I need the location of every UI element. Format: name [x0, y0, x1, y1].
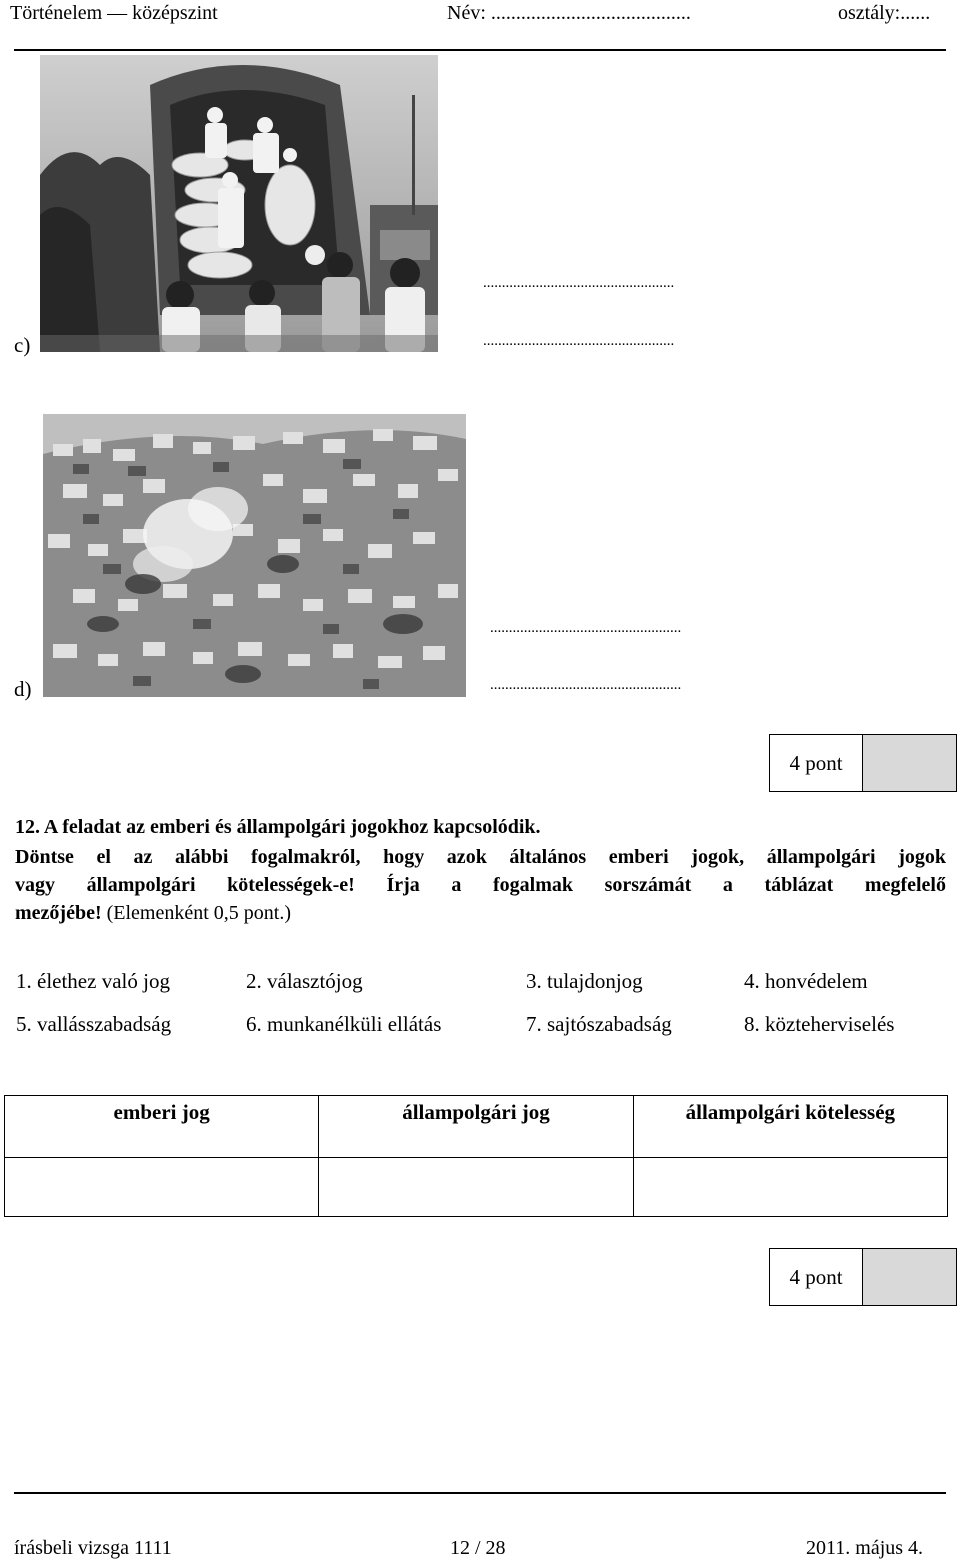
column-human-rights: emberi jog	[5, 1096, 319, 1158]
task-12-title: 12. A feladat az emberi és állampolgári jogokhoz kapcsolódik.	[15, 816, 541, 838]
answer-line-c-1[interactable]: ...................................................	[483, 275, 675, 291]
task-12-line-2: Döntse el az alábbi fogalmakról, hogy azok általános emberi jogok, állampolgári jogok	[15, 846, 946, 868]
concept-item: 2. választójog	[246, 969, 363, 993]
label-c: c)	[14, 333, 31, 357]
score-box-2-label: 4 pont	[770, 1249, 863, 1305]
answer-line-d-1[interactable]: ...................................................	[490, 620, 682, 636]
answer-table-header-row	[5, 1096, 948, 1158]
concept-item: 3. tulajdonjog	[526, 969, 643, 993]
answer-cell-civil-rights[interactable]	[319, 1158, 633, 1217]
answer-table	[4, 1095, 948, 1217]
footer-rule	[14, 1492, 946, 1494]
photo-hillside-slum	[43, 414, 466, 697]
column-civil-rights: állampolgári jog	[319, 1096, 633, 1158]
score-box-1-label: 4 pont	[770, 735, 863, 791]
footer-exam-id: írásbeli vizsga 1111	[14, 1537, 172, 1559]
score-box-2	[769, 1248, 957, 1306]
score-box-2-field[interactable]	[863, 1249, 956, 1305]
footer-page-number: 12 / 28	[450, 1537, 506, 1559]
score-box-1-field[interactable]	[863, 735, 956, 791]
concept-item: 4. honvédelem	[744, 969, 868, 993]
header-rule	[14, 49, 946, 51]
task-12-line-4: mezőjébe! (Elemenként 0,5 pont.)	[15, 902, 292, 924]
concept-item: 5. vallásszabadság	[16, 1012, 172, 1036]
concept-item: 8. közteherviselés	[744, 1012, 895, 1036]
answer-line-c-2[interactable]: ...................................................	[483, 333, 675, 349]
header-name-field: Név: ........................................	[447, 2, 691, 24]
task-12-line-3: vagy állampolgári kötelességek-e! Írja a fogalmak sorszámát a táblázat megfelelő	[15, 874, 946, 896]
answer-cell-human-rights[interactable]	[5, 1158, 319, 1217]
header-class-field: osztály:......	[838, 2, 931, 24]
column-civil-duties: állampolgári kötelesség	[633, 1096, 947, 1158]
concept-item: 1. élethez való jog	[16, 969, 170, 993]
label-d: d)	[14, 677, 32, 701]
answer-table-row	[5, 1158, 948, 1217]
score-box-1	[769, 734, 957, 792]
answer-line-d-2[interactable]: ...................................................	[490, 677, 682, 693]
concept-item: 6. munkanélküli ellátás	[246, 1012, 442, 1036]
footer-date: 2011. május 4.	[806, 1537, 924, 1559]
answer-cell-civil-duties[interactable]	[633, 1158, 947, 1217]
photo-aid-truck	[40, 55, 438, 352]
concept-item: 7. sajtószabadság	[526, 1012, 672, 1036]
header-subject: Történelem — középszint	[10, 2, 218, 24]
